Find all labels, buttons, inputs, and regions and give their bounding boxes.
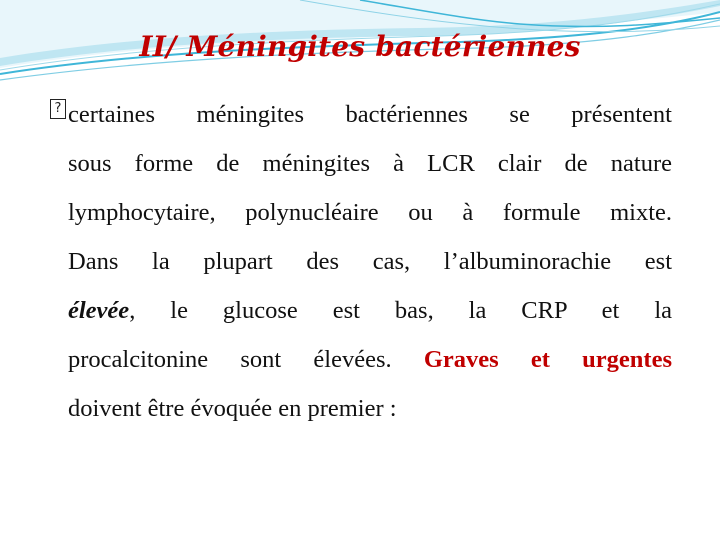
paragraph-line-3: lymphocytaire, polynucléaire ou à formule mixte. [68,199,672,226]
highlight-graves-urgentes: Graves et urgentes [423,346,672,373]
paragraph-line-5 [68,286,672,335]
emphasis-elevee: élevée [68,297,130,324]
paragraph-line-7: doivent être évoquée en premier : [68,395,397,422]
paragraph-line-1: certaines méningites bactériennes se présentent [68,101,672,128]
slide-title: II/ Méningites bactériennes [139,30,581,63]
body-paragraph [54,90,672,433]
paragraph-line-6 [68,335,672,384]
bullet-icon: ? [50,99,66,119]
paragraph-line-2: sous forme de méningites à LCR clair de nature [68,150,672,177]
line-6-start: procalcitonine sont élevées. [68,346,424,373]
paragraph-line-4: Dans la plupart des cas, l’albuminorachie est [68,248,672,275]
line-5-rest: , le glucose est bas, la CRP et la [129,297,672,324]
